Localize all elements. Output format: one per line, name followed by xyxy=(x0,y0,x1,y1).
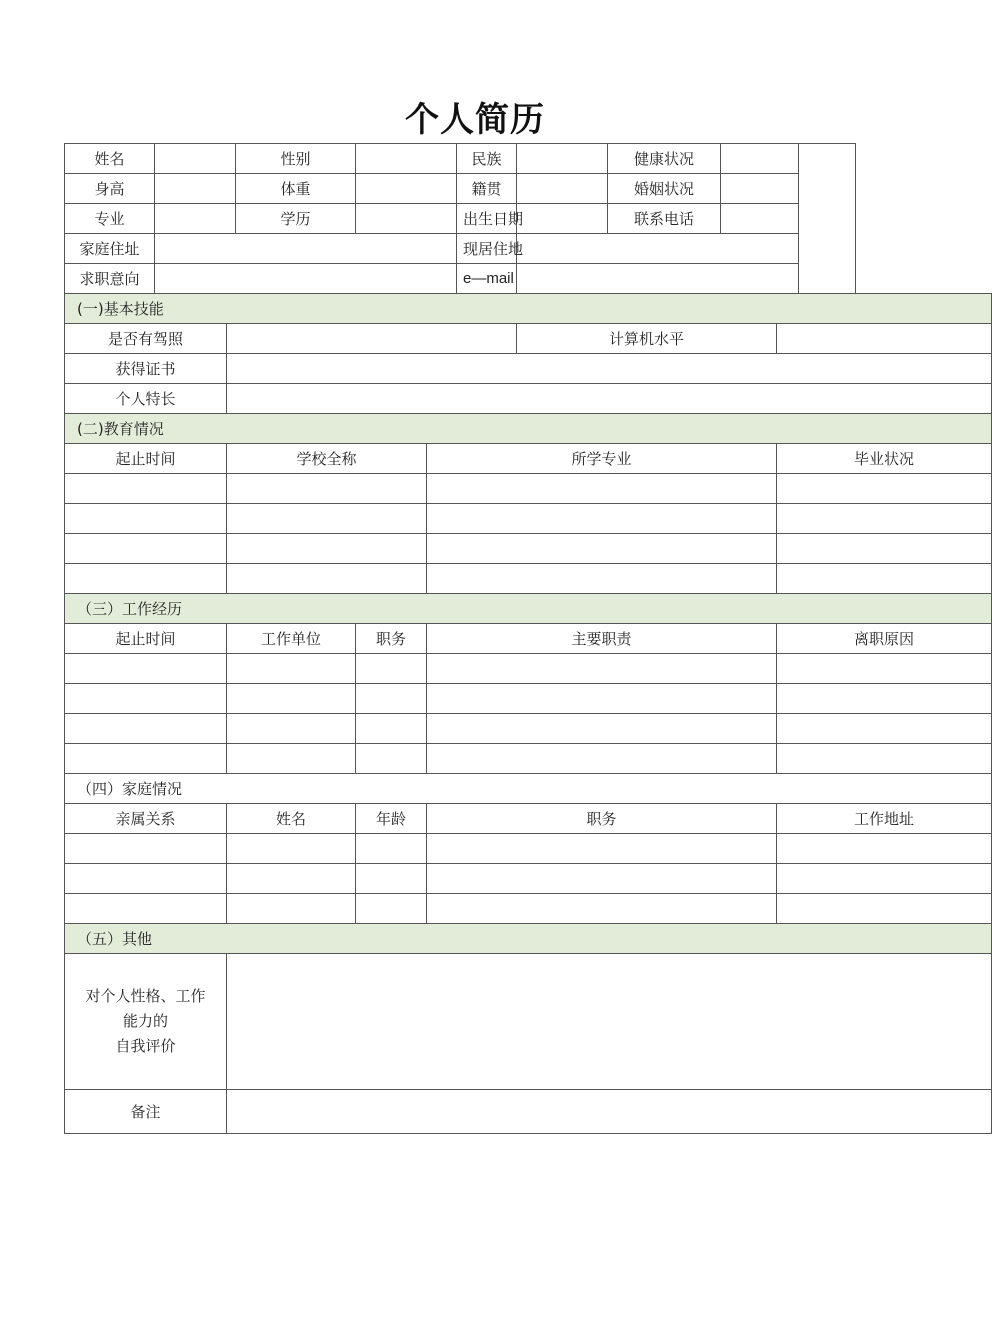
work-row xyxy=(65,714,992,744)
email-field[interactable] xyxy=(517,264,799,294)
page-title: 个人简历 xyxy=(405,100,545,140)
major-field[interactable] xyxy=(155,204,236,234)
edu-cell[interactable] xyxy=(777,534,992,564)
edu-cell[interactable] xyxy=(65,504,227,534)
edu-cell[interactable] xyxy=(777,474,992,504)
name-field[interactable] xyxy=(155,144,236,174)
work-cell[interactable] xyxy=(65,744,227,774)
work-cell[interactable] xyxy=(777,744,992,774)
label-job-intention: 求职意向 xyxy=(65,264,155,294)
family-cell[interactable] xyxy=(227,894,356,924)
native-place-field[interactable] xyxy=(517,174,608,204)
family-cell[interactable] xyxy=(227,864,356,894)
edu-cell[interactable] xyxy=(65,474,227,504)
work-col-position: 职务 xyxy=(356,624,427,654)
specialty-field[interactable] xyxy=(227,384,992,414)
health-field[interactable] xyxy=(721,144,799,174)
work-cell[interactable] xyxy=(227,744,356,774)
work-cell[interactable] xyxy=(227,654,356,684)
family-cell[interactable] xyxy=(427,894,777,924)
edu-cell[interactable] xyxy=(427,564,777,594)
family-cell[interactable] xyxy=(65,894,227,924)
edu-cell[interactable] xyxy=(427,474,777,504)
label-name: 姓名 xyxy=(65,144,155,174)
resume-table xyxy=(64,143,992,1134)
section-skills-heading: (一)基本技能 xyxy=(65,294,992,324)
edu-cell[interactable] xyxy=(777,564,992,594)
family-col-name: 姓名 xyxy=(227,804,356,834)
work-cell[interactable] xyxy=(356,654,427,684)
family-col-relation: 亲属关系 xyxy=(65,804,227,834)
edu-cell[interactable] xyxy=(227,504,427,534)
label-gender: 性别 xyxy=(236,144,356,174)
section-family-heading: （四）家庭情况 xyxy=(65,774,992,804)
label-remarks: 备注 xyxy=(65,1090,227,1134)
ethnicity-field[interactable] xyxy=(517,144,608,174)
birth-date-field[interactable] xyxy=(517,204,608,234)
edu-cell[interactable] xyxy=(65,564,227,594)
work-cell[interactable] xyxy=(427,714,777,744)
work-cell[interactable] xyxy=(777,654,992,684)
gender-field[interactable] xyxy=(356,144,457,174)
label-birth-date: 出生日期 xyxy=(457,204,517,234)
label-driver-license: 是否有驾照 xyxy=(65,324,227,354)
family-cell[interactable] xyxy=(65,834,227,864)
label-height: 身高 xyxy=(65,174,155,204)
work-col-duties: 主要职责 xyxy=(427,624,777,654)
edu-col-school: 学校全称 xyxy=(227,444,427,474)
family-cell[interactable] xyxy=(777,834,992,864)
family-col-position: 职务 xyxy=(427,804,777,834)
education-row xyxy=(65,534,992,564)
edu-cell[interactable] xyxy=(427,534,777,564)
remarks-row xyxy=(65,1090,992,1134)
label-current-address: 现居住地 xyxy=(457,234,517,264)
remarks-field[interactable] xyxy=(227,1090,992,1134)
education-row xyxy=(65,474,992,504)
family-cell[interactable] xyxy=(427,834,777,864)
education-field[interactable] xyxy=(356,204,457,234)
work-cell[interactable] xyxy=(356,744,427,774)
job-intention-field[interactable] xyxy=(155,264,457,294)
family-col-age: 年龄 xyxy=(356,804,427,834)
edu-cell[interactable] xyxy=(227,474,427,504)
home-address-field[interactable] xyxy=(155,234,457,264)
work-cell[interactable] xyxy=(227,714,356,744)
work-row xyxy=(65,684,992,714)
work-col-leave-reason: 离职原因 xyxy=(777,624,992,654)
education-row xyxy=(65,504,992,534)
skills-row-2 xyxy=(65,354,992,384)
height-field[interactable] xyxy=(155,174,236,204)
family-cell[interactable] xyxy=(227,834,356,864)
current-address-field[interactable] xyxy=(517,234,799,264)
work-header-row xyxy=(65,624,992,654)
family-col-work-address: 工作地址 xyxy=(777,804,992,834)
work-cell[interactable] xyxy=(65,684,227,714)
work-cell[interactable] xyxy=(427,654,777,684)
label-certificates: 获得证书 xyxy=(65,354,227,384)
label-self-evaluation xyxy=(65,954,227,1090)
label-education: 学历 xyxy=(236,204,356,234)
family-cell[interactable] xyxy=(65,864,227,894)
family-cell[interactable] xyxy=(427,864,777,894)
label-ethnicity: 民族 xyxy=(457,144,517,174)
family-row xyxy=(65,894,992,924)
section-work-heading: （三）工作经历 xyxy=(65,594,992,624)
family-cell[interactable] xyxy=(356,894,427,924)
label-email: e—mail xyxy=(457,264,517,294)
education-row xyxy=(65,564,992,594)
label-marital: 婚姻状况 xyxy=(608,174,721,204)
basic-row-1 xyxy=(65,144,992,174)
family-cell[interactable] xyxy=(777,864,992,894)
label-computer-level: 计算机水平 xyxy=(517,324,777,354)
work-cell[interactable] xyxy=(356,684,427,714)
label-native-place: 籍贯 xyxy=(457,174,517,204)
edu-col-period: 起止时间 xyxy=(65,444,227,474)
label-health: 健康状况 xyxy=(608,144,721,174)
work-row xyxy=(65,744,992,774)
work-row xyxy=(65,654,992,684)
edu-cell[interactable] xyxy=(227,564,427,594)
family-row xyxy=(65,834,992,864)
edu-cell[interactable] xyxy=(427,504,777,534)
edu-col-status: 毕业状况 xyxy=(777,444,992,474)
self-evaluation-field[interactable] xyxy=(227,954,992,1090)
weight-field[interactable] xyxy=(356,174,457,204)
label-specialty: 个人特长 xyxy=(65,384,227,414)
work-col-employer: 工作单位 xyxy=(227,624,356,654)
edu-cell[interactable] xyxy=(227,534,427,564)
work-cell[interactable] xyxy=(65,654,227,684)
work-cell[interactable] xyxy=(65,714,227,744)
family-cell[interactable] xyxy=(356,834,427,864)
edu-col-major: 所学专业 xyxy=(427,444,777,474)
self-evaluation-row xyxy=(65,954,992,1090)
certificates-field[interactable] xyxy=(227,354,992,384)
work-col-period: 起止时间 xyxy=(65,624,227,654)
self-eval-line-1: 对个人性格、工作 xyxy=(85,987,206,1005)
label-home-address: 家庭住址 xyxy=(65,234,155,264)
edu-cell[interactable] xyxy=(777,504,992,534)
self-eval-line-3: 自我评价 xyxy=(115,1037,176,1055)
photo-box[interactable] xyxy=(799,144,856,294)
section-other-heading: （五）其他 xyxy=(65,924,992,954)
computer-level-field[interactable] xyxy=(777,324,992,354)
work-cell[interactable] xyxy=(427,684,777,714)
label-phone: 联系电话 xyxy=(608,204,721,234)
work-cell[interactable] xyxy=(777,714,992,744)
phone-field[interactable] xyxy=(721,204,799,234)
family-cell[interactable] xyxy=(777,894,992,924)
self-eval-line-2: 能力的 xyxy=(122,1012,168,1030)
family-cell[interactable] xyxy=(356,864,427,894)
marital-field[interactable] xyxy=(721,174,799,204)
work-cell[interactable] xyxy=(427,744,777,774)
label-major: 专业 xyxy=(65,204,155,234)
skills-row-3 xyxy=(65,384,992,414)
section-education-heading: (二)教育情况 xyxy=(65,414,992,444)
family-row xyxy=(65,864,992,894)
family-header-row xyxy=(65,804,992,834)
skills-row-1 xyxy=(65,324,992,354)
work-cell[interactable] xyxy=(777,684,992,714)
work-cell[interactable] xyxy=(227,684,356,714)
label-weight: 体重 xyxy=(236,174,356,204)
education-header-row xyxy=(65,444,992,474)
work-cell[interactable] xyxy=(356,714,427,744)
driver-license-field[interactable] xyxy=(227,324,517,354)
edu-cell[interactable] xyxy=(65,534,227,564)
